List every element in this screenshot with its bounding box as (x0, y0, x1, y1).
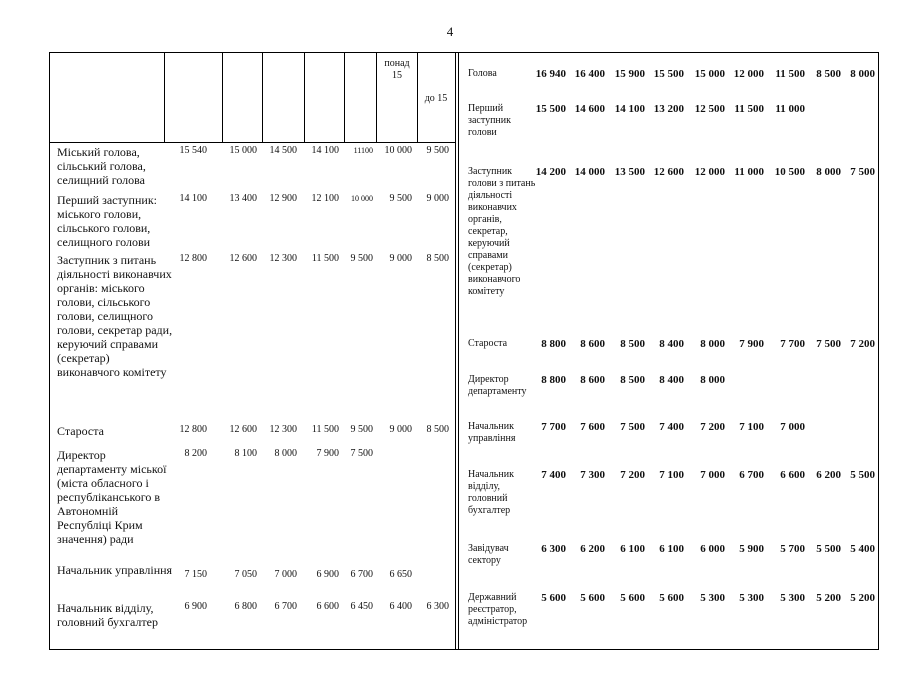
header-col-line (376, 52, 377, 142)
row-value: 7 100 (739, 421, 764, 433)
row-value: 8 500 (816, 68, 841, 80)
row-label: Директор департаменту (468, 374, 527, 397)
row-value: 5 200 (850, 592, 875, 604)
row-value: 14 100 (311, 145, 339, 156)
row-value: 5 500 (850, 469, 875, 481)
row-value: 12 800 (179, 424, 207, 435)
row-value: 7 050 (234, 569, 257, 580)
row-value: 7 200 (620, 469, 645, 481)
header-col-line (262, 52, 263, 142)
row-value: 6 450 (350, 601, 373, 612)
row-value: 10 500 (774, 166, 805, 178)
row-value: 10 000 (351, 194, 373, 203)
row-value: 9 500 (389, 193, 412, 204)
row-value: 6 100 (620, 543, 645, 555)
row-value: 11 500 (775, 68, 805, 80)
row-value: 15 500 (535, 103, 566, 115)
row-value: 7 000 (780, 421, 805, 433)
row-value: 9 500 (350, 424, 373, 435)
row-value: 5 300 (739, 592, 764, 604)
row-value: 8 600 (580, 374, 605, 386)
row-value: 5 400 (850, 543, 875, 555)
row-value: 8 500 (426, 424, 449, 435)
row-value: 6 600 (780, 469, 805, 481)
row-value: 8 500 (426, 253, 449, 264)
row-value: 11 500 (311, 424, 339, 435)
row-label: Заступник голови з питань діяльності виконавчих органів, секретар, керуючий справами (секретар) виконавчого комітету (468, 166, 536, 297)
row-value: 6 300 (426, 601, 449, 612)
row-value: 12 300 (269, 424, 297, 435)
row-value: 7 600 (580, 421, 605, 433)
row-value: 5 600 (580, 592, 605, 604)
header-col-line (164, 52, 165, 142)
row-label: Начальник відділу, головний бухгалтер (57, 601, 158, 629)
row-label: Директор департаменту міської (міста обласного і республіканського в Автономній Республіці Крим значення) ради (57, 448, 167, 546)
row-value: 14 100 (614, 103, 645, 115)
row-label: Начальник управління (57, 563, 173, 577)
row-value: 11100 (353, 146, 373, 155)
row-value: 7 700 (780, 338, 805, 350)
row-value: 8 000 (850, 68, 875, 80)
row-value: 6 300 (541, 543, 566, 555)
row-value: 8 600 (580, 338, 605, 350)
row-value: 5 600 (620, 592, 645, 604)
row-label: Міський голова, сільський голова, селищний голова (57, 145, 146, 187)
row-value: 7 200 (850, 338, 875, 350)
row-label: Перший заступник голови (468, 103, 511, 138)
row-value: 15 000 (229, 145, 257, 156)
row-value: 14 200 (535, 166, 566, 178)
header-col-line (222, 52, 223, 142)
row-value: 7 500 (816, 338, 841, 350)
row-value: 8 400 (659, 374, 684, 386)
row-value: 7 500 (350, 448, 373, 459)
header-col-line (344, 52, 345, 142)
row-value: 7 200 (700, 421, 725, 433)
row-value: 15 500 (653, 68, 684, 80)
row-value: 6 700 (739, 469, 764, 481)
row-value: 9 500 (426, 145, 449, 156)
row-value: 8 400 (659, 338, 684, 350)
row-value: 7 000 (274, 569, 297, 580)
row-value: 7 700 (541, 421, 566, 433)
row-value: 6 200 (816, 469, 841, 481)
row-value: 8 800 (541, 374, 566, 386)
row-value: 12 000 (694, 166, 725, 178)
center-divider (455, 52, 459, 650)
header-over-15: понад 15 (384, 58, 410, 81)
row-value: 7 900 (739, 338, 764, 350)
row-value: 12 300 (269, 253, 297, 264)
row-value: 14 500 (269, 145, 297, 156)
row-value: 14 000 (574, 166, 605, 178)
row-value: 7 100 (659, 469, 684, 481)
row-value: 5 600 (541, 592, 566, 604)
row-value: 7 500 (850, 166, 875, 178)
row-value: 7 000 (700, 469, 725, 481)
row-value: 6 650 (389, 569, 412, 580)
row-value: 14 600 (574, 103, 605, 115)
row-value: 5 700 (780, 543, 805, 555)
row-label: Староста (468, 338, 508, 349)
row-value: 8 500 (620, 338, 645, 350)
row-value: 6 800 (234, 601, 257, 612)
row-value: 11 500 (734, 103, 764, 115)
row-label: Заступник з питань діяльності виконавчих органів: міського голови, сільського голови, селищного голови, секретар ради, керуючий справами (секретар) виконавчого комітету (57, 253, 173, 379)
row-value: 13 400 (229, 193, 257, 204)
header-to-15: до 15 (424, 93, 448, 104)
row-value: 5 300 (700, 592, 725, 604)
row-value: 8 000 (700, 374, 725, 386)
row-value: 11 000 (775, 103, 805, 115)
row-value: 6 900 (184, 601, 207, 612)
row-value: 15 900 (614, 68, 645, 80)
row-value: 6 100 (659, 543, 684, 555)
row-label: Начальник відділу, головний бухгалтер (468, 469, 514, 516)
row-label: Староста (57, 424, 104, 438)
row-value: 7 400 (541, 469, 566, 481)
row-value: 6 200 (580, 543, 605, 555)
row-value: 12 600 (229, 424, 257, 435)
row-value: 12 900 (269, 193, 297, 204)
row-value: 12 800 (179, 253, 207, 264)
row-label: Державний реєстратор, адміністратор (468, 592, 528, 627)
row-value: 5 200 (816, 592, 841, 604)
header-col-line (304, 52, 305, 142)
row-value: 6 700 (350, 569, 373, 580)
row-value: 11 500 (311, 253, 339, 264)
row-value: 7 300 (580, 469, 605, 481)
row-value: 12 100 (311, 193, 339, 204)
row-value: 8 000 (816, 166, 841, 178)
row-value: 15 000 (694, 68, 725, 80)
row-value: 6 600 (316, 601, 339, 612)
row-value: 5 900 (739, 543, 764, 555)
row-label: Перший заступник: міського голови, сільського голови, селищного голови (57, 193, 157, 249)
row-value: 8 800 (541, 338, 566, 350)
row-value: 6 900 (316, 569, 339, 580)
row-value: 8 200 (184, 448, 207, 459)
row-value: 5 300 (780, 592, 805, 604)
row-value: 11 000 (734, 166, 764, 178)
row-label: Завідувач сектору (468, 543, 509, 566)
row-value: 16 400 (574, 68, 605, 80)
row-value: 5 500 (816, 543, 841, 555)
row-value: 6 700 (274, 601, 297, 612)
row-value: 14 100 (179, 193, 207, 204)
row-value: 8 100 (234, 448, 257, 459)
row-value: 5 600 (659, 592, 684, 604)
row-value: 12 000 (733, 68, 764, 80)
row-value: 15 540 (179, 145, 207, 156)
page-number: 4 (446, 24, 454, 39)
row-value: 12 600 (229, 253, 257, 264)
row-value: 6 400 (389, 601, 412, 612)
row-value: 12 600 (653, 166, 684, 178)
row-value: 10 000 (384, 145, 412, 156)
row-value: 7 500 (620, 421, 645, 433)
row-value: 8 000 (700, 338, 725, 350)
header-bottom-line (49, 142, 455, 143)
row-value: 7 150 (184, 569, 207, 580)
row-value: 16 940 (535, 68, 566, 80)
row-label: Голова (468, 68, 497, 79)
row-value: 7 900 (316, 448, 339, 459)
row-value: 8 000 (274, 448, 297, 459)
row-value: 8 500 (620, 374, 645, 386)
row-value: 9 500 (350, 253, 373, 264)
row-value: 9 000 (389, 424, 412, 435)
row-value: 9 000 (426, 193, 449, 204)
row-value: 9 000 (389, 253, 412, 264)
row-value: 13 200 (653, 103, 684, 115)
row-value: 12 500 (694, 103, 725, 115)
row-value: 13 500 (614, 166, 645, 178)
row-value: 7 400 (659, 421, 684, 433)
row-value: 6 000 (700, 543, 725, 555)
row-label: Начальник управління (468, 421, 516, 444)
